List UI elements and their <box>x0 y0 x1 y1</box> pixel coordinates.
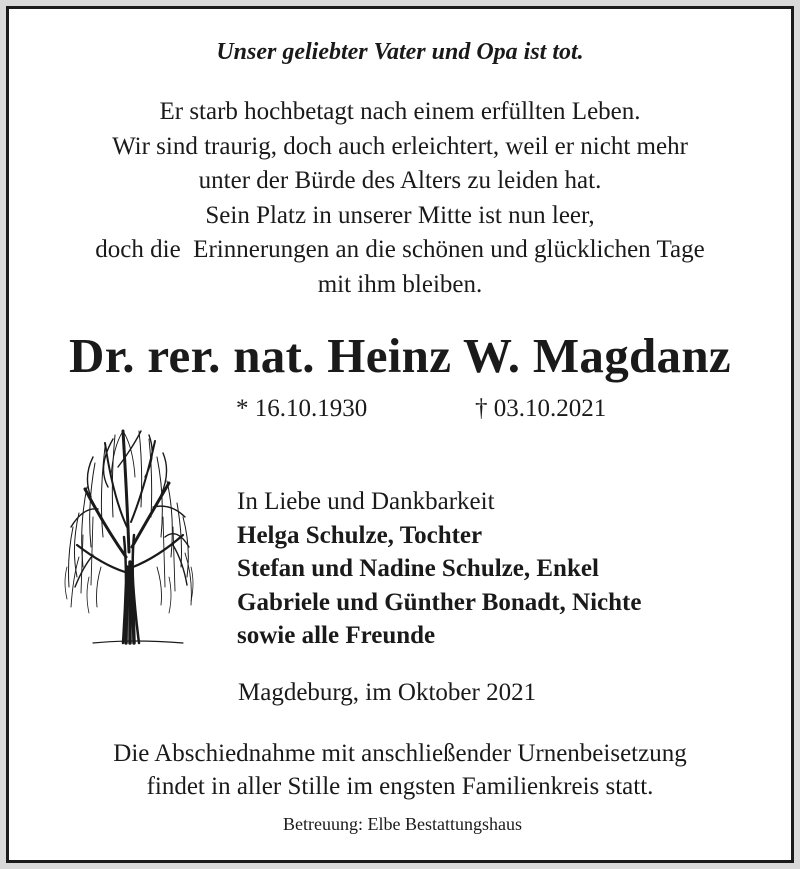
birth-date: * 16.10.1930 <box>236 395 368 422</box>
mourner-name: Helga Schulze, Tochter <box>237 521 483 549</box>
closing-text <box>9 737 791 803</box>
mourner-name: Gabriele und Günther Bonadt, Nichte <box>237 588 642 616</box>
mourners-block <box>237 485 641 653</box>
closing-line: findet in aller Stille im engsten Familienkreis statt. <box>146 773 654 800</box>
intro-line: Er starb hochbetagt nach einem erfüllten Leben. <box>159 98 641 125</box>
mourners-names <box>237 519 641 653</box>
headline: Unser geliebter Vater und Opa ist tot. <box>216 39 584 65</box>
intro-text <box>9 95 791 302</box>
funeral-home-credit: Betreuung: Elbe Bestattungshaus <box>283 814 522 834</box>
place-date: Magdeburg, im Oktober 2021 <box>238 679 537 706</box>
intro-line: Wir sind traurig, doch auch erleichtert, weil er nicht mehr <box>112 132 688 160</box>
intro-line: mit ihm bleiben. <box>317 270 483 298</box>
intro-line: unter der Bürde des Alters zu leiden hat. <box>198 167 602 194</box>
closing-line: Die Abschiednahme mit anschließender Urnenbeisetzung <box>113 740 687 767</box>
mourner-name: Stefan und Nadine Schulze, Enkel <box>237 555 599 582</box>
deceased-name: Dr. rer. nat. Heinz W. Magdanz <box>69 328 731 383</box>
mourner-name: sowie alle Freunde <box>237 622 436 649</box>
intro-line: Sein Platz in unserer Mitte ist nun leer, <box>205 201 595 229</box>
intro-line: doch die Erinnerungen an die schönen und glücklichen Tage <box>95 236 705 263</box>
death-date: † 03.10.2021 <box>475 395 607 422</box>
mourners-intro: In Liebe und Dankbarkeit <box>237 488 495 515</box>
obituary-notice <box>6 6 794 863</box>
weeping-tree-icon <box>53 417 201 649</box>
